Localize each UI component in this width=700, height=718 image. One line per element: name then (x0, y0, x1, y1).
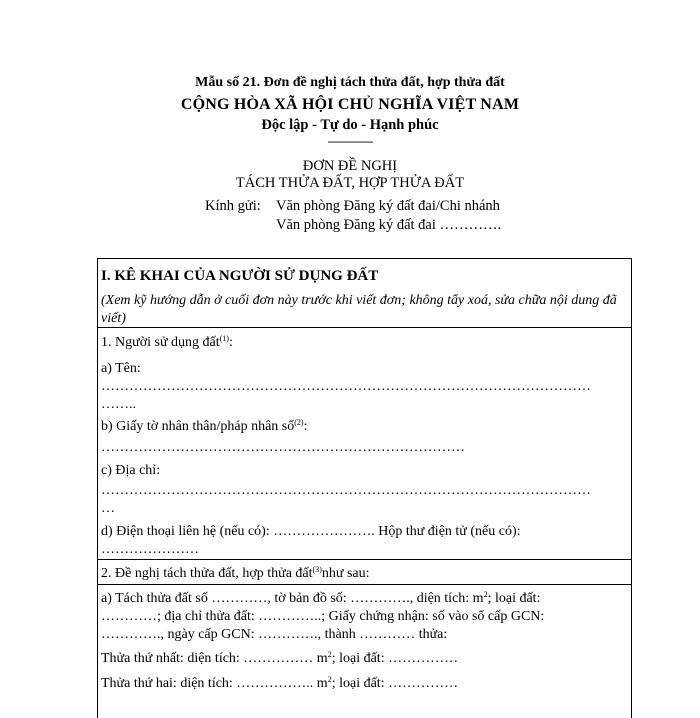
address-field-line[interactable]: …………………………………………………………………………………………… (101, 483, 591, 498)
document-type: ĐƠN ĐỀ NGHỊ (302, 158, 398, 174)
contact-label: d) Điện thoại liên hệ (nếu có): …………………. Hộp thư điện tử (nếu có): (101, 524, 521, 539)
id-document-label: b) Giấy tờ nhân thân/pháp nhân số$^{(2)}$: (101, 418, 308, 434)
first-plot-line: Thửa thứ nhất: diện tích: …………… $m^2$; loại đất: …………… (101, 650, 459, 666)
document-subject: TÁCH THỬA ĐẤT, HỢP THỬA ĐẤT (235, 175, 465, 191)
form-code-title: Mẫu số 21. Đơn đề nghị tách thửa đất, hợp thửa đất (195, 75, 505, 90)
name-label: a) Tên: (101, 361, 141, 376)
header-divider: --------------- (327, 134, 373, 148)
id-document-field-line[interactable]: …………………………………………………………………… (101, 440, 465, 455)
split-plot-line-2: …………; địa chỉ thửa đất: …………..; Giấy chứng nhận: số vào sổ cấp GCN: (101, 609, 545, 624)
section-1-instructions: (Xem kỹ hướng dẫn ở cuối đơn này trước khi viết đơn; không tẩy xoá, sửa chữa nội dung đã viết) (101, 293, 617, 326)
split-plot-line-1: a) Tách thửa đất số …………, tờ bản đồ số: …………., diện tích: $m^2$; loại đất: (101, 590, 541, 606)
recipient-label: Kính gửi: (205, 198, 261, 214)
split-merge-heading: 2. Đề nghị tách thửa đất, hợp thửa đất$^{(3)}$như sau: (101, 565, 370, 581)
recipient-line-2: Văn phòng Đăng ký đất đai …………. (276, 217, 502, 233)
national-motto: Độc lập - Tự do - Hạnh phúc (261, 117, 439, 133)
row-divider (98, 327, 631, 328)
section-1-title: I. KÊ KHAI CỦA NGƯỜI SỬ DỤNG ĐẤT (101, 268, 379, 284)
split-plot-line-3: …………., ngày cấp GCN: …………., thành ………… thửa: (101, 627, 448, 642)
declaration-form-box (97, 258, 632, 718)
row-divider (98, 559, 631, 560)
national-title: CỘNG HÒA XÃ HỘI CHỦ NGHĨA VIỆT NAM (180, 96, 520, 113)
address-label: c) Địa chỉ: (101, 463, 161, 478)
name-field-line-end[interactable]: …….. (101, 397, 136, 412)
contact-field-line[interactable]: ………………… (101, 542, 199, 557)
address-field-line-end[interactable]: … (101, 501, 115, 516)
second-plot-line: Thửa thứ hai: diện tích: …………….. $m^2$; loại đất: …………… (101, 675, 459, 691)
row-divider (98, 584, 631, 585)
land-user-heading: 1. Người sử dụng đất$^{(1)}$: (101, 334, 233, 350)
recipient-line-1: Văn phòng Đăng ký đất đai/Chi nhánh (276, 198, 500, 214)
name-field-line[interactable]: …………………………………………………………………………………………… (101, 379, 591, 394)
